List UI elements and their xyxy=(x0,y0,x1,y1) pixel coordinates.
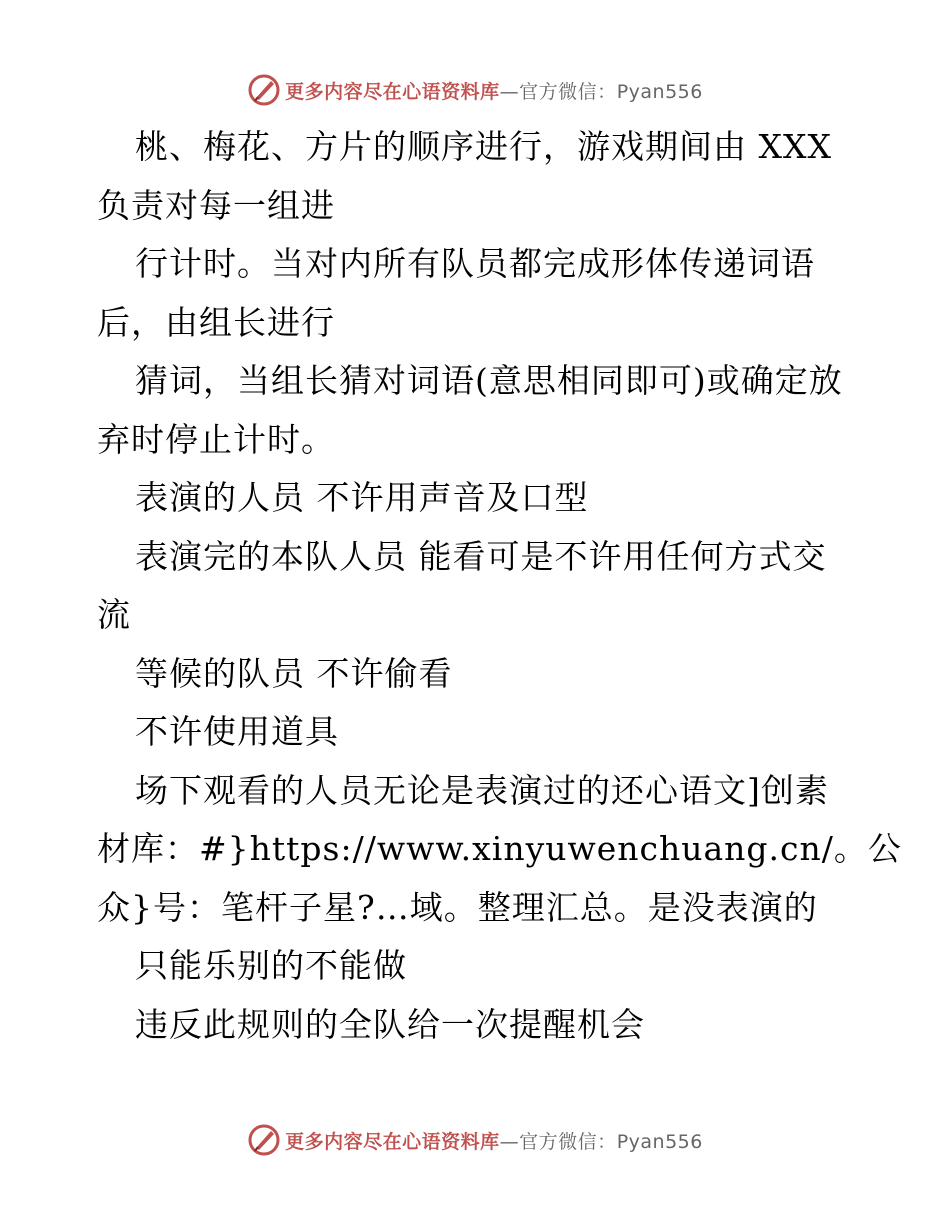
header-banner-wechat-id: Pyan556 xyxy=(616,80,703,103)
quill-logo-icon xyxy=(247,1123,281,1157)
header-banner-dash: — xyxy=(499,80,520,103)
footer-banner-main: 更多内容尽在心语资料库 xyxy=(285,1130,500,1153)
footer-banner-wechat-label: 官方微信： xyxy=(519,1130,617,1153)
header-banner-text xyxy=(285,77,703,104)
body-line: 流 xyxy=(97,595,131,634)
body-line: 场下观看的人员无论是表演过的还心语文]创素 xyxy=(135,770,829,810)
footer-banner-dash: — xyxy=(499,1130,520,1153)
body-line: 表演的人员 不许用声音及口型 xyxy=(135,478,589,517)
quill-logo-icon xyxy=(247,73,281,107)
footer-banner-text xyxy=(285,1127,703,1154)
body-line: 不许使用道具 xyxy=(135,712,339,751)
body-line: 猜词，当组长猜对词语(意思相同即可)或确定放 xyxy=(135,361,843,400)
body-line: 桃、梅花、方片的顺序进行，游戏期间由 XXX xyxy=(135,127,832,166)
body-line: 负责对每一组进 xyxy=(97,185,335,225)
body-line: 违反此规则的全队给一次提醒机会 xyxy=(135,1004,645,1044)
document-body xyxy=(97,118,902,1054)
body-line: 表演完的本队人员 能看可是不许用任何方式交 xyxy=(135,536,827,576)
body-line: 只能乐别的不能做 xyxy=(135,946,407,985)
header-banner-wechat-label: 官方微信： xyxy=(519,80,617,103)
header-banner-main: 更多内容尽在心语资料库 xyxy=(285,80,500,103)
body-line: 等候的队员 不许偷看 xyxy=(135,653,453,693)
body-line: 后，由组长进行 xyxy=(97,302,335,342)
footer-banner xyxy=(0,1120,950,1160)
header-banner xyxy=(0,70,950,110)
body-line: 行计时。当对内所有队员都完成形体传递词语 xyxy=(135,244,815,283)
body-line: 材库：#}https://www.xinyuwenchuang.cn/。公 xyxy=(97,829,902,868)
body-line: 弃时停止计时。 xyxy=(97,419,335,459)
body-line: 众}号：笔杆子星?…域。整理汇总。是没表演的 xyxy=(97,887,818,927)
footer-banner-wechat-id: Pyan556 xyxy=(616,1130,703,1153)
